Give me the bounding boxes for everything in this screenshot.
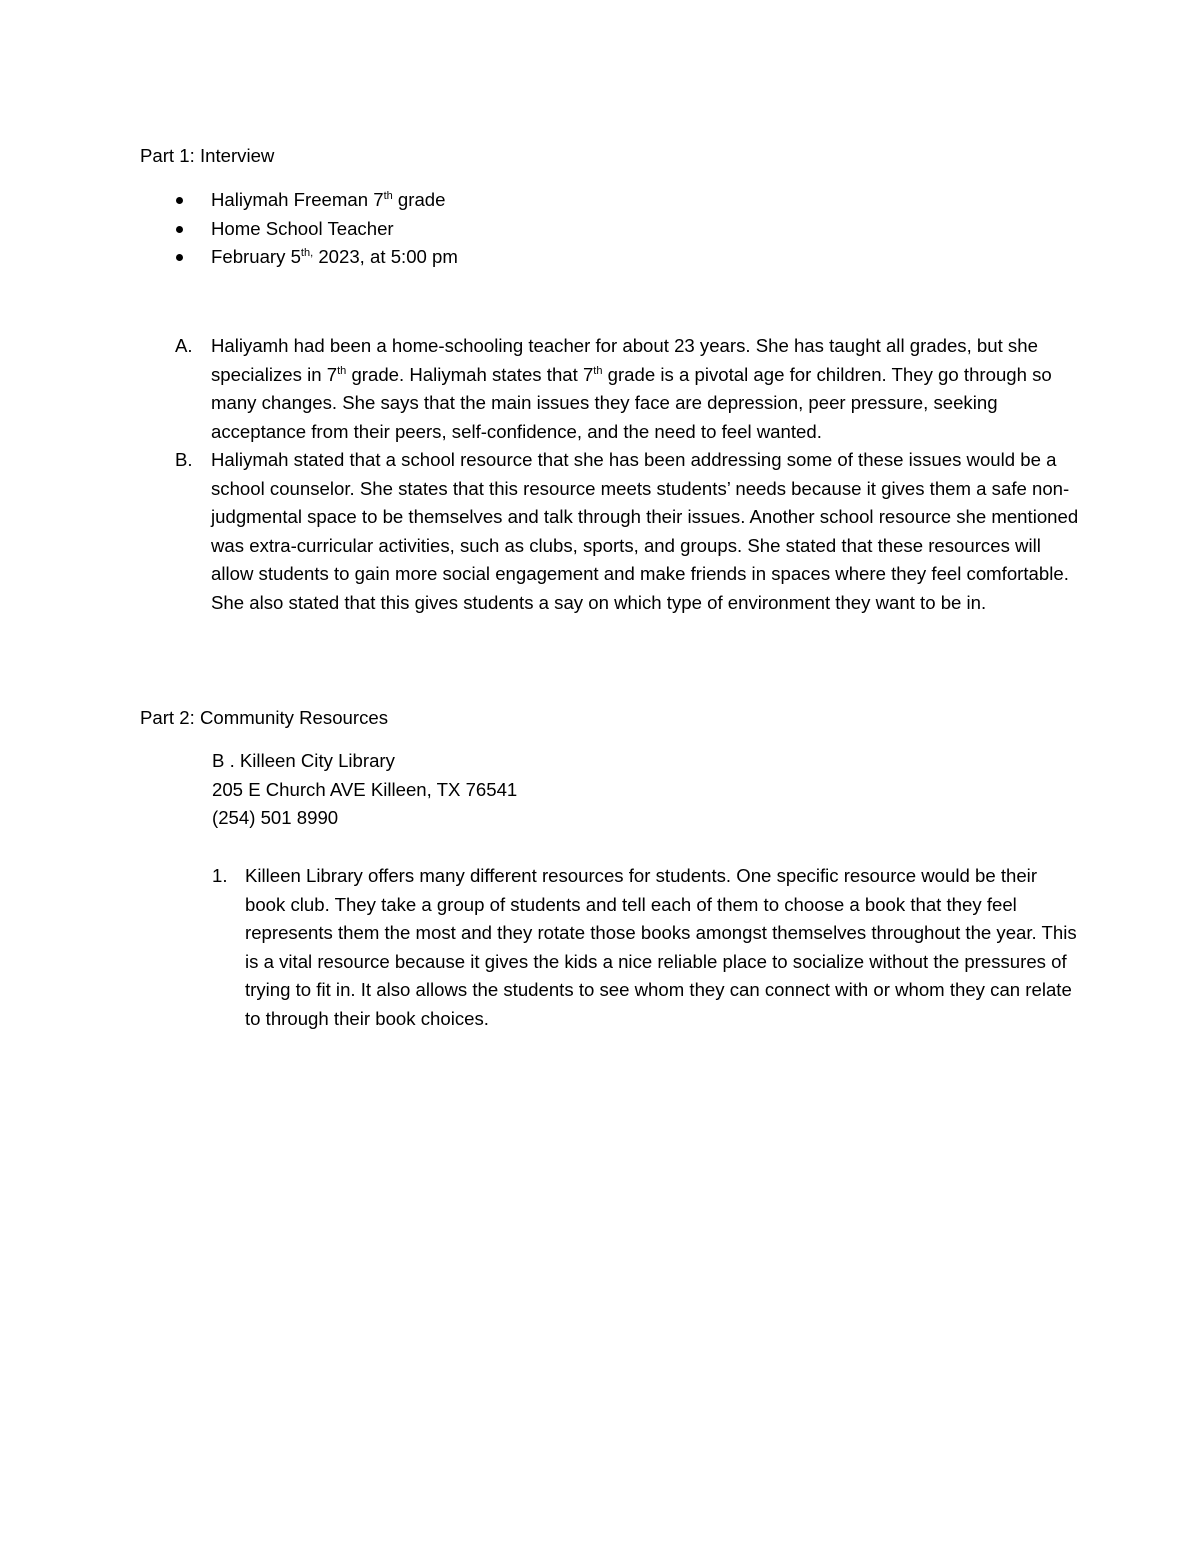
- list-marker-1: 1.: [212, 865, 228, 886]
- community-resources-list: [140, 862, 1080, 1033]
- interview-details-list: [140, 186, 458, 272]
- bullet-icon: [176, 226, 183, 233]
- library-name: B . Killeen City Library: [212, 750, 395, 771]
- bullet-icon: [176, 197, 183, 204]
- part1-heading: Part 1: Interview: [140, 145, 275, 166]
- bullet-item-role: Home School Teacher: [140, 215, 458, 244]
- list-marker-a: A.: [175, 335, 193, 356]
- library-street: 205 E Church AVE Killeen, TX 76541: [212, 778, 518, 800]
- part2-heading: Part 2: Community Resources: [140, 707, 389, 728]
- answer-item-a: A. Haliyamh had been a home-schooling teacher for about 23 years. She has taught all grades, but she specializes in 7th grade. Haliymah states that 7th grade is a pivotal age for children. They go through so many changes. She says that the main issues they face are depression, peer pressure, seeking acceptance from their peers, self-confidence, and the need to feel wanted.: [140, 332, 1080, 446]
- library-address-block: [212, 747, 517, 833]
- answer-item-b: [140, 446, 1080, 617]
- bullet-item-name-grade: Haliymah Freeman 7th grade: [140, 186, 458, 215]
- list-marker-b: B.: [175, 449, 193, 470]
- bullet-icon: [176, 254, 183, 261]
- resource-item-1: [140, 862, 1080, 1033]
- resource-1-text: Killeen Library offers many different resources for students. One specific resource would be their book club. They take a group of students and tell each of them to choose a book that they feel represents them the most and they rotate those books amongst themselves throughout the year. This is a vital resource because it gives the kids a nice reliable place to socialize without the pressures of trying to fit in. It also allows the students to see whom they can connect with or whom they can relate to through their book choices.: [245, 865, 1077, 1029]
- library-phone: (254) 501 8990: [212, 807, 339, 828]
- answer-b-text: Haliymah stated that a school resource that she has been addressing some of these issues would be a school counselor. She states that this resource meets students’ needs because it gives them a safe non-judgmental space to be themselves and talk through their issues. Another school resource she mentioned was extra-curricular activities, such as clubs, sports, and groups. She stated that these resources will allow students to gain more social engagement and make friends in spaces where they feel comfortable. She also stated that this gives students a say on which type of environment they want to be in.: [211, 449, 1079, 613]
- interview-answers-list: [140, 332, 1080, 617]
- bullet-item-date: February $5^{th,}$ 2023, at 5:00 pm: [140, 243, 458, 272]
